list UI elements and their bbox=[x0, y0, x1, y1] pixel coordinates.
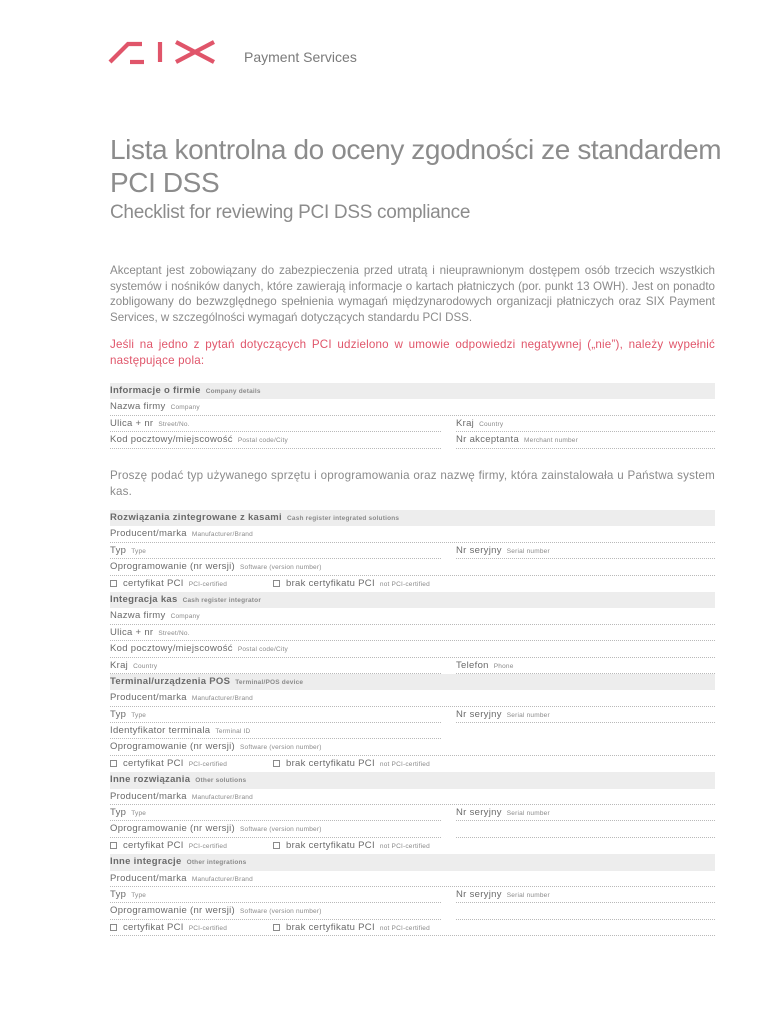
serial-field[interactable]: Nr seryjny Serial number bbox=[456, 887, 715, 903]
equipment-note: Proszę podać typ używanego sprzętu i oprogramowania oraz nazwę firmy, która zainstalowała u Państwa system kas. bbox=[110, 469, 715, 498]
producer-field[interactable]: Producent/marka Manufacturer/Brand bbox=[110, 871, 715, 887]
pci-certified-option[interactable]: certyfikat PCI PCI-certified bbox=[110, 920, 227, 936]
integrator-company-row bbox=[110, 608, 715, 624]
software-field[interactable]: Oprogramowanie (nr wersji) Software (version number) bbox=[110, 903, 441, 919]
six-logo bbox=[108, 36, 218, 66]
certification-row bbox=[110, 920, 715, 936]
terminal-id-row bbox=[110, 723, 715, 739]
terminal-id-field[interactable]: Identyfikator terminala Terminal ID bbox=[110, 723, 441, 739]
company-name-row bbox=[110, 399, 715, 415]
certification-row bbox=[110, 756, 715, 772]
checkbox-icon[interactable] bbox=[273, 580, 280, 587]
checkbox-icon[interactable] bbox=[110, 580, 117, 587]
integrator-postal-field[interactable]: Kod pocztowy/miejscowość Postal code/City bbox=[110, 641, 715, 657]
not-pci-certified-option[interactable]: brak certyfikatu PCI not PCI-certified bbox=[273, 756, 430, 772]
software-extra-field[interactable] bbox=[456, 903, 715, 919]
serial-field[interactable]: Nr seryjny Serial number bbox=[456, 707, 715, 723]
checkbox-icon[interactable] bbox=[273, 760, 280, 767]
type-serial-row bbox=[110, 805, 715, 821]
type-field[interactable]: Typ Type bbox=[110, 707, 441, 723]
producer-row bbox=[110, 690, 715, 706]
integrator-company-field[interactable]: Nazwa firmy Company bbox=[110, 608, 715, 624]
checkbox-icon[interactable] bbox=[273, 842, 280, 849]
country-field[interactable]: Kraj Country bbox=[456, 416, 715, 432]
not-pci-certified-option[interactable]: brak certyfikatu PCI not PCI-certified bbox=[273, 838, 430, 854]
type-field[interactable]: Typ Type bbox=[110, 543, 441, 559]
type-serial-row bbox=[110, 543, 715, 559]
section-header-integrator: Integracja kas Cash register integrator bbox=[110, 592, 715, 608]
section-header-terminal: Terminal/urządzenia POS Terminal/POS device bbox=[110, 674, 715, 690]
producer-row bbox=[110, 871, 715, 887]
type-field[interactable]: Typ Type bbox=[110, 805, 441, 821]
postal-merchant-row bbox=[110, 432, 715, 448]
software-field[interactable]: Oprogramowanie (nr wersji) Software (version number) bbox=[110, 821, 441, 837]
company-name-field[interactable]: Nazwa firmy Company bbox=[110, 399, 715, 415]
integrator-street-row bbox=[110, 625, 715, 641]
software-row bbox=[110, 739, 715, 755]
producer-field[interactable]: Producent/marka Manufacturer/Brand bbox=[110, 789, 715, 805]
street-field[interactable]: Ulica + nr Street/No. bbox=[110, 416, 441, 432]
type-field[interactable]: Typ Type bbox=[110, 887, 441, 903]
company-details-section bbox=[110, 383, 715, 449]
integrator-street-field[interactable]: Ulica + nr Street/No. bbox=[110, 625, 715, 641]
street-country-row bbox=[110, 416, 715, 432]
section-header-integrated: Rozwiązania zintegrowane z kasami Cash register integrated solutions bbox=[110, 510, 715, 526]
serial-field[interactable]: Nr seryjny Serial number bbox=[456, 543, 715, 559]
software-row bbox=[110, 559, 715, 575]
equipment-section bbox=[110, 510, 715, 936]
integrator-phone-field[interactable]: Telefon Phone bbox=[456, 658, 715, 674]
software-field[interactable]: Oprogramowanie (nr wersji) Software (version number) bbox=[110, 739, 715, 755]
section-header-other-solutions: Inne rozwiązania Other solutions bbox=[110, 772, 715, 788]
warning-paragraph: Jeśli na jedno z pytań dotyczących PCI udzielono w umowie odpowiedzi negatywnej („nie”), należy wypełnić następujące pola: bbox=[110, 338, 715, 367]
producer-field[interactable]: Producent/marka Manufacturer/Brand bbox=[110, 690, 715, 706]
certification-row bbox=[110, 838, 715, 854]
pci-certified-option[interactable]: certyfikat PCI PCI-certified bbox=[110, 756, 227, 772]
producer-row bbox=[110, 789, 715, 805]
software-field[interactable]: Oprogramowanie (nr wersji) Software (version number) bbox=[110, 559, 715, 575]
certification-row bbox=[110, 576, 715, 592]
integrator-country-field[interactable]: Kraj Country bbox=[110, 658, 441, 674]
software-extra-field[interactable] bbox=[456, 821, 715, 837]
producer-row bbox=[110, 526, 715, 542]
merchant-number-field[interactable]: Nr akceptanta Merchant number bbox=[456, 432, 715, 448]
type-serial-row bbox=[110, 887, 715, 903]
postal-field[interactable]: Kod pocztowy/miejscowość Postal code/City bbox=[110, 432, 441, 448]
integrator-country-phone-row bbox=[110, 658, 715, 674]
checkbox-icon[interactable] bbox=[110, 924, 117, 931]
brand-subtitle: Payment Services bbox=[244, 49, 357, 65]
software-row bbox=[110, 903, 715, 919]
pci-certified-option[interactable]: certyfikat PCI PCI-certified bbox=[110, 838, 227, 854]
software-row bbox=[110, 821, 715, 837]
page-subtitle: Checklist for reviewing PCI DSS compliance bbox=[110, 202, 471, 223]
checkbox-icon[interactable] bbox=[110, 760, 117, 767]
pci-certified-option[interactable]: certyfikat PCI PCI-certified bbox=[110, 576, 227, 592]
section-header-company: Informacje o firmie Company details bbox=[110, 383, 715, 399]
page-title: Lista kontrolna do oceny zgodności ze standardem PCI DSS bbox=[110, 134, 722, 198]
checkbox-icon[interactable] bbox=[273, 924, 280, 931]
producer-field[interactable]: Producent/marka Manufacturer/Brand bbox=[110, 526, 715, 542]
type-serial-row bbox=[110, 707, 715, 723]
serial-field[interactable]: Nr seryjny Serial number bbox=[456, 805, 715, 821]
checkbox-icon[interactable] bbox=[110, 842, 117, 849]
section-header-other-integrations: Inne integracje Other integrations bbox=[110, 854, 715, 870]
integrator-postal-row bbox=[110, 641, 715, 657]
not-pci-certified-option[interactable]: brak certyfikatu PCI not PCI-certified bbox=[273, 576, 430, 592]
intro-paragraph: Akceptant jest zobowiązany do zabezpieczenia przed utratą i nieuprawnionym dostępem osób trzecich wszystkich systemów i nośników danych, które zawierają informacje o kartach płatniczych (por. punkt 13 OWH). Jest on ponadto zobligowany do bezwzględnego spełnienia wymagań międzynarodowych organizacji płatniczych oraz SIX Payment Services, w szczególności wymagań dotyczących standardu PCI DSS. bbox=[110, 264, 715, 324]
not-pci-certified-option[interactable]: brak certyfikatu PCI not PCI-certified bbox=[273, 920, 430, 936]
